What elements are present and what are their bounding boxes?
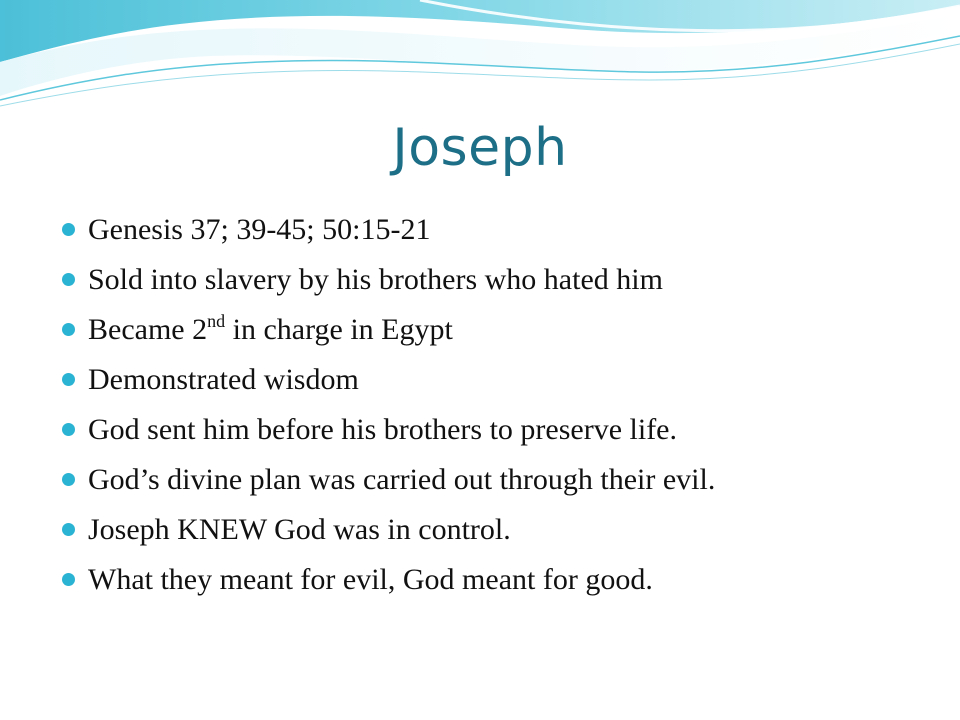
bullet-dot-icon: [62, 373, 75, 386]
bullet-item: [60, 356, 940, 406]
bullet-text: God sent him before his brothers to preserve life.: [88, 413, 677, 446]
bullet-text: Demonstrated wisdom: [88, 363, 359, 396]
bullet-text: What they meant for evil, God meant for good.: [88, 563, 653, 596]
bullet-item: [60, 556, 940, 606]
bullet-dot-icon: [62, 223, 75, 236]
bullet-dot-icon: [62, 523, 75, 536]
bullet-dot-icon: [62, 573, 75, 586]
bullet-text: Joseph KNEW God was in control.: [88, 513, 511, 546]
bullet-item: [60, 406, 940, 456]
bullet-item: [60, 206, 940, 256]
slide-title: Joseph: [392, 118, 568, 178]
bullet-item: [60, 456, 940, 506]
bullet-text: Sold into slavery by his brothers who hated him: [88, 263, 663, 296]
bullet-text: [88, 313, 453, 346]
bullet-list: [60, 206, 940, 606]
bullet-item: [60, 506, 940, 556]
bullet-dot-icon: [62, 323, 75, 336]
bullet-text: God’s divine plan was carried out through their evil.: [88, 463, 716, 496]
bullet-text: Genesis 37; 39-45; 50:15-21: [88, 213, 431, 246]
bullet-dot-icon: [62, 473, 75, 486]
bullet-item: [60, 306, 940, 356]
bullet-dot-icon: [62, 423, 75, 436]
bullet-text-before: Became 2: [88, 313, 208, 346]
bullet-item: [60, 256, 940, 306]
bullet-text-after: in charge in Egypt: [225, 313, 453, 346]
bullet-dot-icon: [62, 273, 75, 286]
ordinal-superscript: nd: [207, 311, 226, 331]
